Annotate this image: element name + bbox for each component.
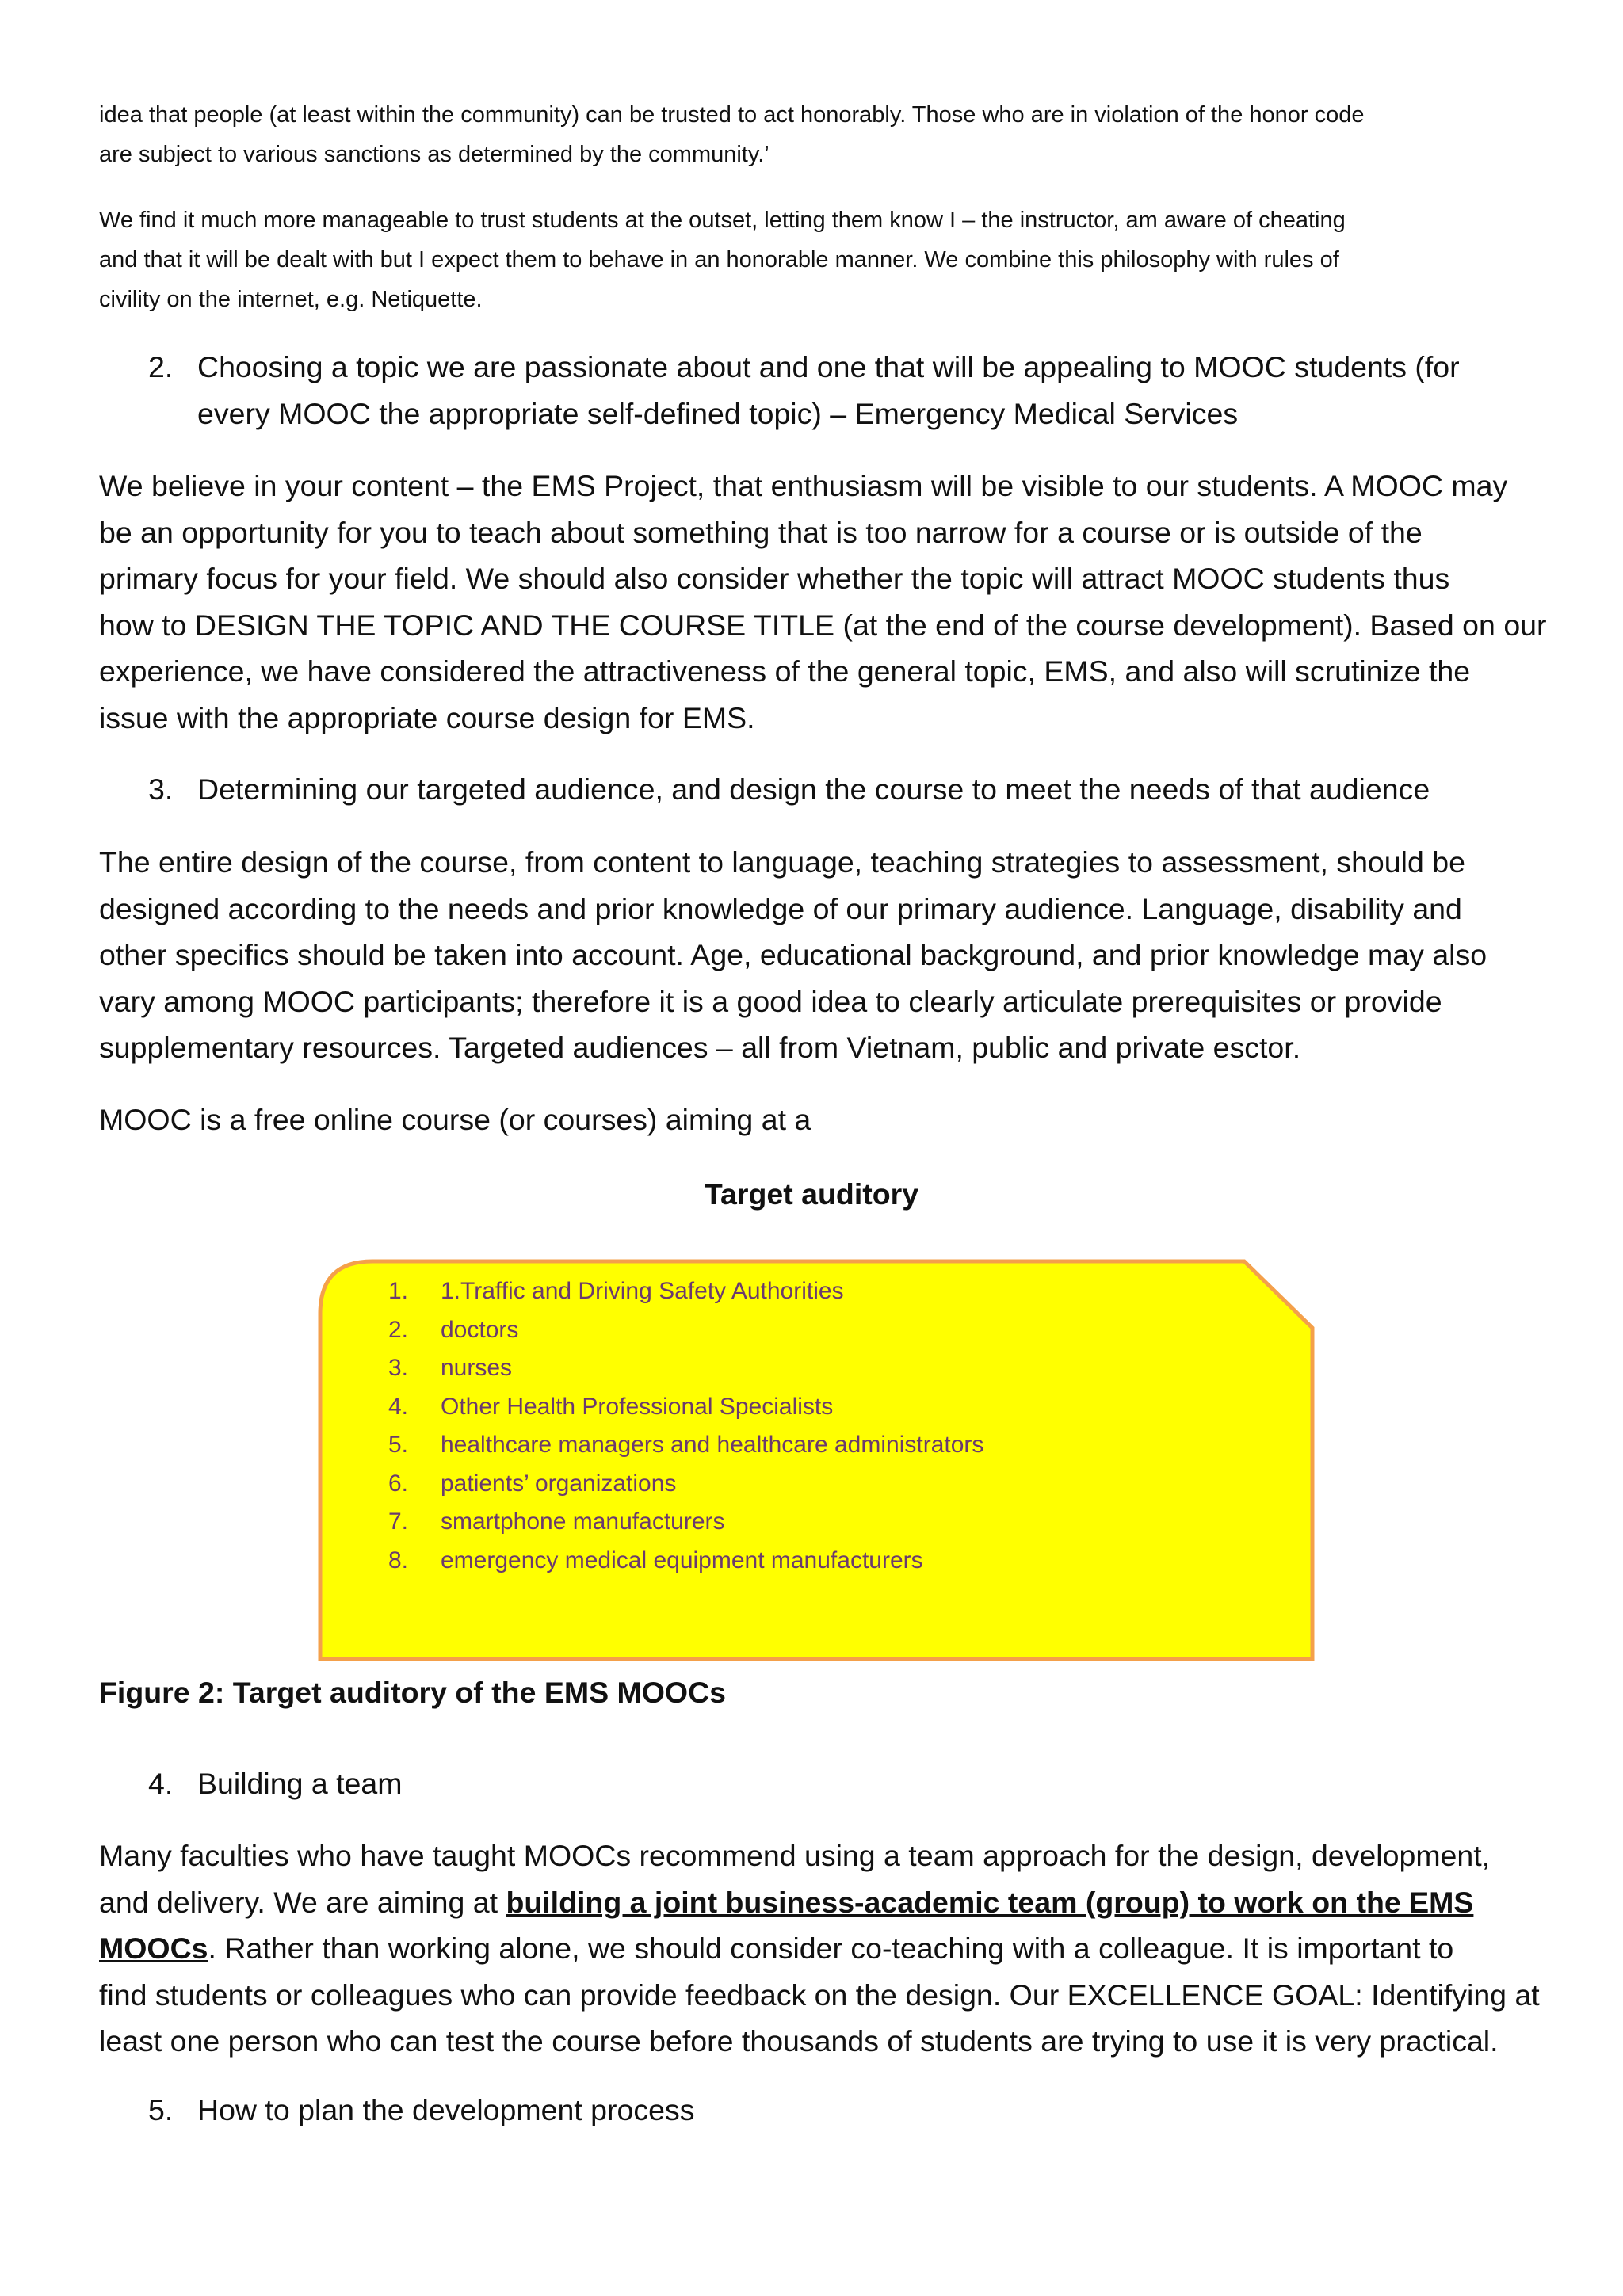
target-audience-item <box>388 1426 983 1465</box>
team-paragraph <box>99 1833 1549 2065</box>
list-item-2-line1: Choosing a topic we are passionate about and one that will be appealing to MOOC students (for <box>197 350 1460 383</box>
target-audience-item <box>388 1542 983 1581</box>
target-audience-item <box>388 1272 983 1311</box>
topic-line-4: how to DESIGN THE TOPIC AND THE COURSE TITLE (at the end of the course development). Based on our <box>99 608 1547 642</box>
target-audience-item-number: 8. <box>388 1547 409 1573</box>
target-audience-item <box>388 1311 983 1350</box>
intro-p2-line1: We find it much more manageable to trust students at the outset, letting them know I – the instructor, am aware of cheating <box>99 208 1346 233</box>
target-audience-item-label: patients’ organizations <box>441 1470 677 1497</box>
target-audience-item-number: 6. <box>388 1470 409 1497</box>
team-line-3-post: . Rather than working alone, we should consider co-teaching with a colleague. It is important to <box>208 1932 1454 1965</box>
intro-p2-line3: civility on the internet, e.g. Netiquette. <box>99 287 483 312</box>
list-item-5-number: 5. <box>148 2093 174 2126</box>
list-item-4-text: Building a team <box>197 1767 403 1800</box>
list-item-2-text <box>148 344 1511 437</box>
target-audience-item-label: smartphone manufacturers <box>441 1508 725 1535</box>
target-audience-item <box>388 1465 983 1504</box>
target-audience-item-label: doctors <box>441 1316 519 1343</box>
team-line-2-pre: and delivery. We are aiming at <box>99 1885 506 1919</box>
target-audience-item-number: 3. <box>388 1355 409 1381</box>
target-audience-list <box>388 1272 983 1580</box>
target-audience-item-label: nurses <box>441 1355 513 1381</box>
audience-line-3: other specifics should be taken into account. Age, educational background, and prior knowledge may also <box>99 938 1487 971</box>
topic-line-1: We believe in your content – the EMS Project, that enthusiasm will be visible to our students. A MOOC may <box>99 469 1508 502</box>
audience-paragraph <box>99 839 1549 1071</box>
list-item-3-number: 3. <box>148 772 174 806</box>
target-audience-item-label: emergency medical equipment manufacturers <box>441 1547 923 1573</box>
team-emphasis-2: MOOCs <box>99 1932 208 1965</box>
team-emphasis-1: building a joint business-academic team (group) to work on the EMS <box>506 1885 1474 1919</box>
target-audience-item <box>388 1503 983 1542</box>
intro-p1-line1: idea that people (at least within the community) can be trusted to act honorably. Those who are in violation of the honor code <box>99 102 1365 128</box>
topic-paragraph <box>99 463 1549 741</box>
list-item-2 <box>148 344 1511 437</box>
list-item-4-number: 4. <box>148 1767 174 1800</box>
topic-line-2: be an opportunity for you to teach about something that is too narrow for a course or is outside of the <box>99 515 1423 549</box>
target-audience-item-number: 4. <box>388 1393 409 1420</box>
list-item-5 <box>148 2087 1511 2134</box>
audience-line-5: supplementary resources. Targeted audiences – all from Vietnam, public and private esctor. <box>99 1031 1301 1064</box>
team-line-1: Many faculties who have taught MOOCs recommend using a team approach for the design, development, <box>99 1839 1491 1872</box>
list-item-3 <box>148 766 1511 813</box>
audience-line-4: vary among MOOC participants; therefore it is a good idea to clearly articulate prerequisites or provide <box>99 984 1442 1018</box>
intro-paragraph-1 <box>99 95 1526 174</box>
target-audience-item-number: 1. <box>388 1278 409 1304</box>
target-audience-item <box>388 1349 983 1388</box>
topic-line-6: issue with the appropriate course design for EMS. <box>99 700 755 734</box>
intro-p2-line2: and that it will be dealt with but I expect them to behave in an honorable manner. We combine this philosophy with rules of <box>99 247 1339 273</box>
list-item-3-text: Determining our targeted audience, and design the course to meet the needs of that audience <box>197 772 1430 806</box>
mooc-definition-line: MOOC is a free online course (or courses) aiming at a <box>99 1103 812 1136</box>
team-line-4: find students or colleagues who can provide feedback on the design. Our EXCELLENCE GOAL: Identifying at <box>99 1978 1540 2012</box>
target-audience-item-label: Other Health Professional Specialists <box>441 1393 834 1420</box>
audience-line-2: designed according to the needs and prior knowledge of our primary audience. Language, disability and <box>99 891 1462 925</box>
list-item-4 <box>148 1760 1511 1807</box>
intro-paragraph-2 <box>99 200 1526 319</box>
list-item-2-line2: every MOOC the appropriate self-defined topic) – Emergency Medical Services <box>197 396 1239 430</box>
target-audience-item <box>388 1388 983 1427</box>
topic-line-5: experience, we have considered the attractiveness of the general topic, EMS, and also will scrutinize the <box>99 654 1471 688</box>
target-audience-item-number: 5. <box>388 1432 409 1458</box>
target-audience-item-number: 2. <box>388 1316 409 1343</box>
intro-p1-line2: are subject to various sanctions as determined by the community.’ <box>99 142 769 167</box>
audience-line-1: The entire design of the course, from content to language, teaching strategies to assessment, should be <box>99 845 1465 879</box>
target-audience-item-number: 7. <box>388 1508 409 1535</box>
figure-caption: Figure 2: Target auditory of the EMS MOOCs <box>99 1676 727 1709</box>
topic-line-3: primary focus for your field. We should also consider whether the topic will attract MOOC students thus <box>99 562 1450 595</box>
figure-title: Target auditory <box>704 1177 919 1211</box>
target-audience-item-label: healthcare managers and healthcare administrators <box>441 1432 984 1458</box>
list-item-2-number: 2. <box>148 350 174 383</box>
list-item-5-text: How to plan the development process <box>197 2093 695 2126</box>
target-audience-item-label: 1.Traffic and Driving Safety Authorities <box>441 1278 844 1304</box>
team-line-5: least one person who can test the course before thousands of students are trying to use it is very practical. <box>99 2024 1499 2058</box>
